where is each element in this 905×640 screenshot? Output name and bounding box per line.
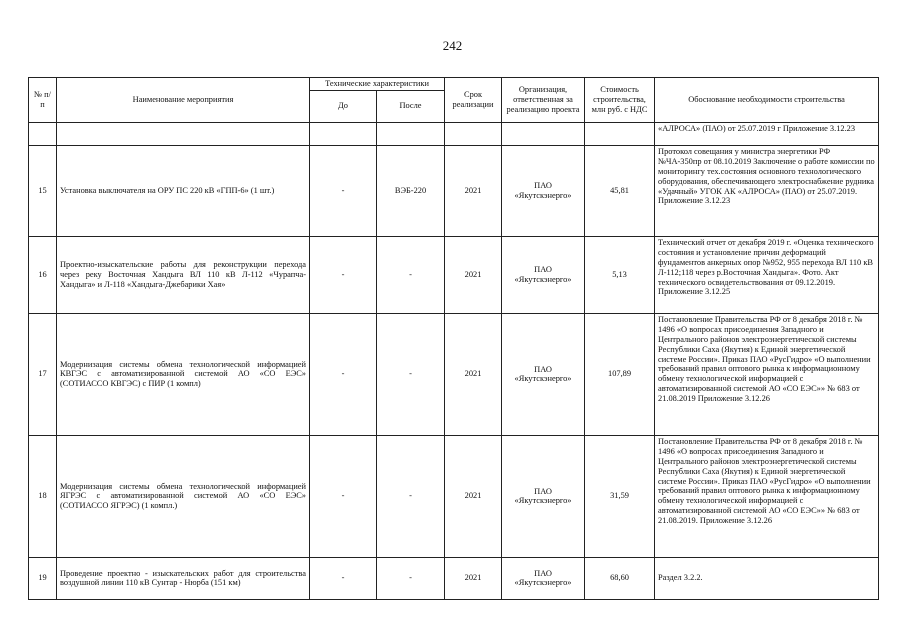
cell-after: -: [377, 435, 445, 557]
cell-before: -: [310, 557, 377, 599]
header-before: До: [310, 90, 377, 122]
cell-basis: «АЛРОСА» (ПАО) от 25.07.2019 г Приложение 3.12.23: [655, 122, 879, 145]
cell-after: -: [377, 557, 445, 599]
cell-basis: Протокол совещания у министра энергетики РФ №ЧА-350пр от 08.10.2019 Заключение о работе комиссии по мониторингу тех.состояния основного технологического оборудования, обеспечивающего электроснабжение рудника «Удачный» УГОК АК «АЛРОСА» (ПАО) от 25.07.2019. Приложение 3.12.23: [655, 145, 879, 236]
cell-cost: 5,13: [585, 236, 655, 313]
cell-org: ПАО «Якутскэнерго»: [502, 145, 585, 236]
header-name: Наименование мероприятия: [57, 78, 310, 123]
header-num: № п/п: [29, 78, 57, 123]
cell-num: 16: [29, 236, 57, 313]
header-cost: Стоимость строительства, млн руб. с НДС: [585, 78, 655, 123]
cell-after: -: [377, 313, 445, 435]
cell-num: 17: [29, 313, 57, 435]
cell-before: -: [310, 313, 377, 435]
cell-name: Установка выключателя на ОРУ ПС 220 кВ «ГПП-6» (1 шт.): [57, 145, 310, 236]
cell-year: 2021: [445, 236, 502, 313]
table-row-continuation: [29, 122, 879, 145]
table-row: [29, 557, 879, 599]
cell-name: Проектно-изыскательские работы для реконструкции перехода через реку Восточная Хандыга ВЛ 110 кВ Л-112 «Чурапча-Хандыга» и Л-118 «Хандыга-Джебарики Хая»: [57, 236, 310, 313]
cell-basis: Постановление Правительства РФ от 8 декабря 2018 г. № 1496 «О вопросах присоединения Западного и Центрального районов электроэнергетической системы Республики Саха (Якутия) к Единой энергетической системе России». Приказ ПАО «РусГидро» «О выполнении требований правил оптового рынка к информационному обмену технологической информацией с автоматизированной системой АО «СО ЕЭС»» № 683 от 21.08.2019. Приложение 3.12.26: [655, 435, 879, 557]
cell-cost: [585, 122, 655, 145]
cell-year: 2021: [445, 313, 502, 435]
cell-before: -: [310, 435, 377, 557]
header-organization: Организация, ответственная за реализацию проекта: [502, 78, 585, 123]
cell-after: ВЭБ-220: [377, 145, 445, 236]
cell-cost: 31,59: [585, 435, 655, 557]
cell-basis: Раздел 3.2.2.: [655, 557, 879, 599]
header-basis: Обоснование необходимости строительства: [655, 78, 879, 123]
cell-basis: Технический отчет от декабря 2019 г. «Оценка технического состояния и установление причин деформаций фундаментов анкерных опор №952, 955 перехода ВЛ 110 кВ Л-112;118 через р.Восточная Хандыга». Фото. Акт технического освидетельствования от 09.12.2019. Приложение 3.12.25: [655, 236, 879, 313]
cell-name: [57, 122, 310, 145]
header-after: После: [377, 90, 445, 122]
cell-num: [29, 122, 57, 145]
cell-year: 2021: [445, 435, 502, 557]
table-row: [29, 145, 879, 236]
cell-org: ПАО «Якутскэнерго»: [502, 313, 585, 435]
table-row: [29, 313, 879, 435]
cell-num: 15: [29, 145, 57, 236]
cell-org: [502, 122, 585, 145]
page-number: 242: [442, 38, 463, 53]
cell-cost: 68,60: [585, 557, 655, 599]
cell-name: Модернизация системы обмена технологической информацией КВГЭС с автоматизированной системой АО «СО ЕЭС» (СОТИАССО КВГЭС) с ПИР (1 компл): [57, 313, 310, 435]
cell-after: [377, 122, 445, 145]
investment-projects-table: [28, 77, 879, 600]
cell-num: 18: [29, 435, 57, 557]
cell-cost: 107,89: [585, 313, 655, 435]
cell-before: [310, 122, 377, 145]
cell-num: 19: [29, 557, 57, 599]
cell-cost: 45,81: [585, 145, 655, 236]
cell-org: ПАО «Якутскэнерго»: [502, 236, 585, 313]
cell-before: -: [310, 236, 377, 313]
table-row: [29, 435, 879, 557]
cell-basis: Постановление Правительства РФ от 8 декабря 2018 г. № 1496 «О вопросах присоединения Западного и Центрального районов электроэнергетической системы Республики Саха (Якутия) к Единой энергетической системе России». Приказ ПАО «РусГидро» «О выполнении требований правил оптового рынка к информационному обмену технологической информацией с автоматизированной системой АО «СО ЕЭС»» № 683 от 21.08.2019 Приложение 3.12.26: [655, 313, 879, 435]
cell-before: -: [310, 145, 377, 236]
cell-year: 2021: [445, 557, 502, 599]
table-row: [29, 236, 879, 313]
cell-name: Модернизация системы обмена технологической информацией ЯГРЭС с автоматизированной системой АО «СО ЕЭС» (СОТИАССО ЯГРЭС) (1 компл.): [57, 435, 310, 557]
cell-org: ПАО «Якутскэнерго»: [502, 557, 585, 599]
cell-year: 2021: [445, 145, 502, 236]
header-tech-characteristics: Технические характеристики: [310, 78, 445, 91]
cell-year: [445, 122, 502, 145]
header-row-1: [29, 78, 879, 91]
cell-org: ПАО «Якутскэнерго»: [502, 435, 585, 557]
cell-name: Проведение проектно - изыскательских работ для строительства воздушной линии 110 кВ Сунтар - Нюрба (151 км): [57, 557, 310, 599]
header-deadline: Срок реализации: [445, 78, 502, 123]
cell-after: -: [377, 236, 445, 313]
